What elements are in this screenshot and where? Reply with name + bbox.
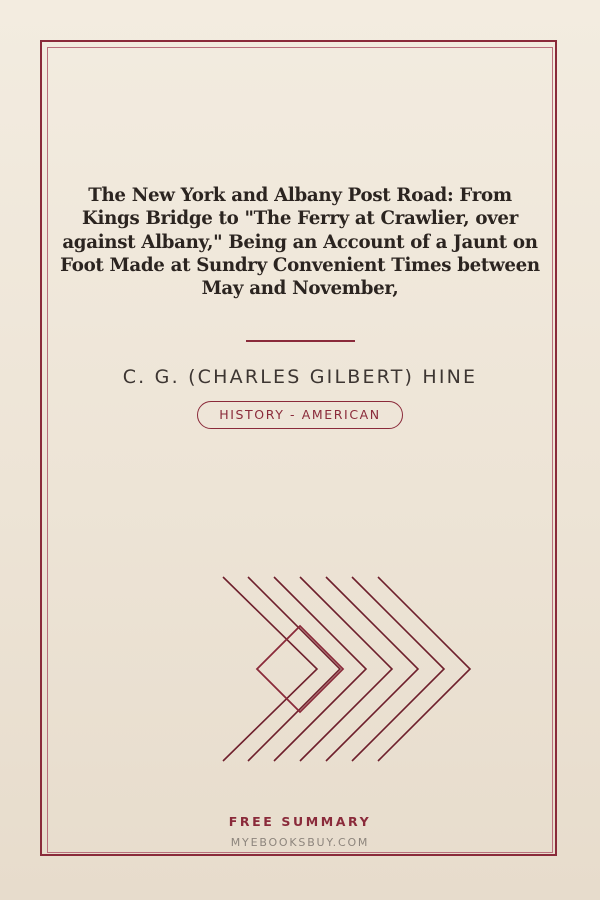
free-summary-label: FREE SUMMARY — [228, 814, 372, 829]
chevron-line-1 — [223, 577, 317, 761]
chevron-line-3 — [274, 577, 366, 761]
emblem-diamond — [257, 626, 343, 712]
site-url: MYEBOOKSBUY.COM — [230, 836, 370, 849]
chevron-arrows-emblem-icon — [215, 570, 480, 770]
chevron-line-2 — [248, 577, 340, 761]
chevron-line-4 — [300, 577, 392, 761]
genre-badge: HISTORY - AMERICAN — [197, 401, 403, 429]
book-author: C. G. (CHARLES GILBERT) HINE — [122, 366, 478, 388]
title-divider — [246, 340, 355, 342]
book-title: The New York and Albany Post Road: From Kings Bridge to "The Ferry at Crawlier, over against Albany," Being an Account of a Jaunt on Foot Made at Sundry Convenient Times between May and November, — [60, 185, 540, 300]
